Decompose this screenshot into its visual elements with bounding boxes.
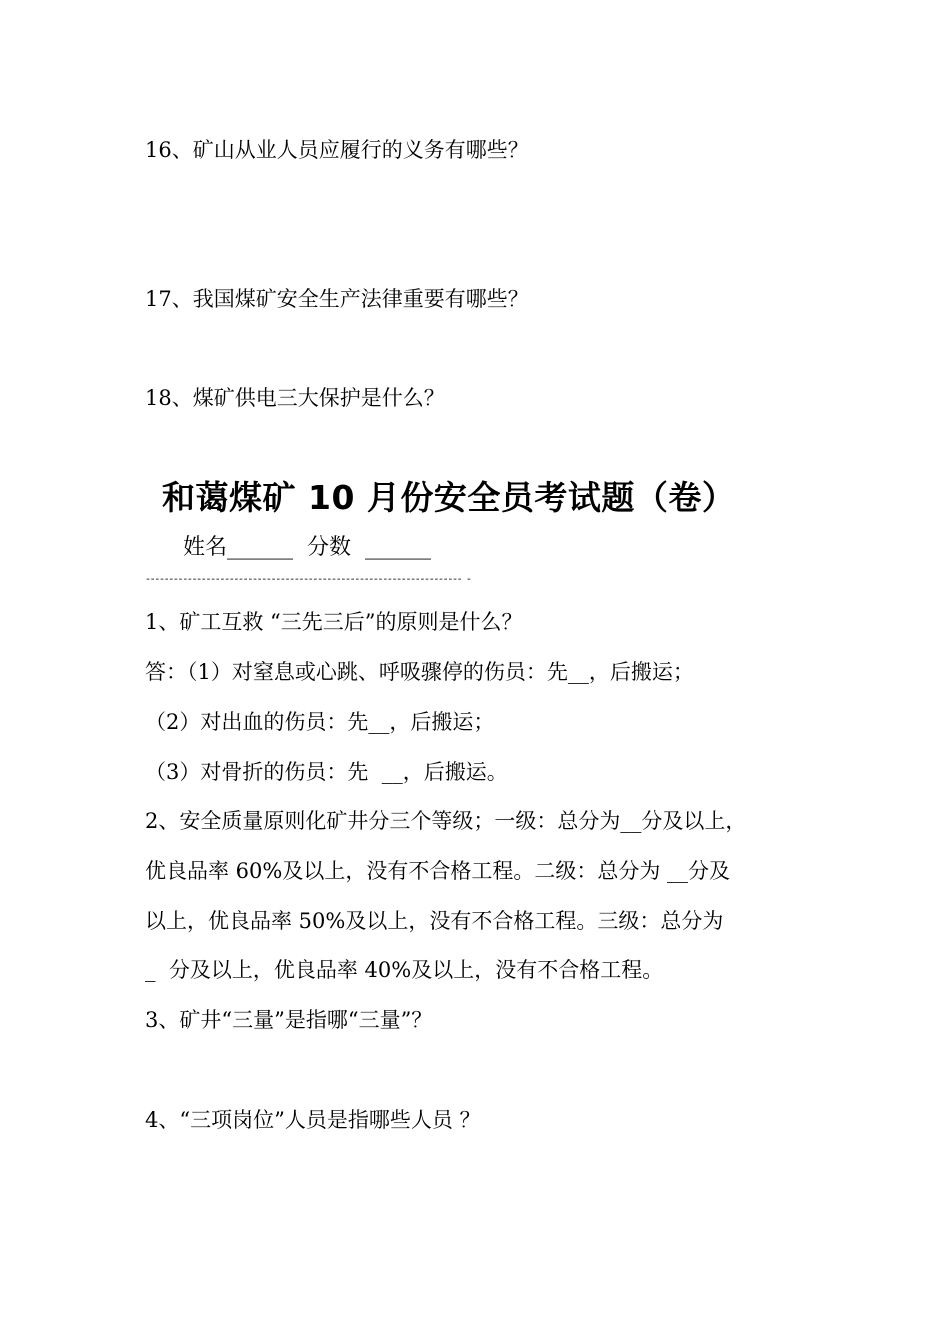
question-2-line-3: 以上，优良品率 50%及以上，没有不合格工程。三级：总分为 [145,909,724,933]
question-17: 17、我国煤矿安全生产法律重要有哪些？ [145,287,529,311]
answer-1-part-3: （3）对骨折的伤员：先 __，后搬运。 [145,760,508,784]
question-2-line-2: 优良品率 60%及以上，没有不合格工程。二级：总分为 __分及 [145,859,731,883]
answer-1-part-1: 答：（1）对窒息或心跳、呼吸骤停的伤员：先__，后搬运； [145,660,694,684]
answer-1-part-2: （2）对出血的伤员：先__，后搬运； [145,710,495,734]
exam-title: 和蔼煤矿 10 月份安全员考试题（卷） [162,478,736,517]
divider-line: -------------------------------------------------------------------- - [145,575,471,586]
question-2-line-1: 2、安全质量原则化矿井分三个等级；一级：总分为__分及以上， [145,809,747,833]
question-2-line-4: _ 分及以上，优良品率 40%及以上，没有不合格工程。 [145,958,664,982]
name-score-line: 姓名______ 分数 ______ [183,535,431,560]
question-18: 18、煤矿供电三大保护是什么？ [145,386,445,410]
question-4: 4、“三项岗位”人员是指哪些人员 ？ [145,1108,481,1132]
question-16: 16、矿山从业人员应履行的义务有哪些？ [145,138,529,162]
question-1: 1、矿工互救 “三先三后”的原则是什么？ [145,610,523,634]
question-3: 3、矿井“三量”是指哪“三量”？ [145,1008,433,1032]
